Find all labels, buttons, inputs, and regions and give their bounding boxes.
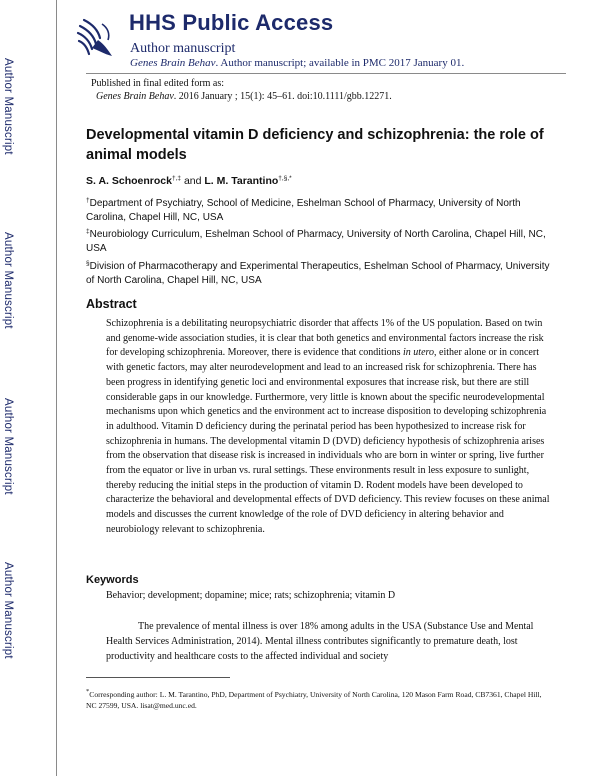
hhs-public-access-title: HHS Public Access — [129, 10, 334, 35]
abstract-italic: in utero — [403, 347, 435, 359]
abstract-part-1: Schizophrenia is a debilitating neuropsychiatric disorder that affects 1% of the US population. Based on twin and genome-wide association studies, it is clear that both genetics and environmental factors increase the risk for developing schizophrenia. Moreover, there is evidence that conditions — [106, 318, 544, 359]
side-label-author-manuscript-1: Author Manuscript — [2, 58, 14, 155]
affiliation-1-mark: † — [86, 197, 90, 204]
side-label-author-manuscript-4: Author Manuscript — [2, 562, 14, 659]
author-manuscript-label: Author manuscript — [130, 41, 236, 56]
footnote-mark: * — [86, 688, 90, 695]
affiliation-2-text: Neurobiology Curriculum, Eshelman School of Pharmacy, University of North Carolina, Chapel Hill, NC, USA — [86, 229, 546, 254]
journal-availability — [130, 57, 464, 69]
author-list — [86, 175, 292, 187]
affiliation-3 — [86, 257, 556, 287]
affiliation-3-text: Division of Pharmacotherapy and Experimental Therapeutics, Eshelman School of Pharmacy, University of North Carolina, Chapel Hill, NC, USA — [86, 261, 550, 286]
author-conjunction: and — [183, 175, 202, 187]
keywords-text: Behavior; development; dopamine; mice; rats; schizophrenia; vitamin D — [106, 590, 396, 601]
abstract-text — [106, 317, 552, 538]
abstract-part-2: , either alone or in concert with genetic factors, may alter neurodevelopment and lead to an increased risk for schizophrenia. There has been progress in identifying genetic loci and environmental exposures that increase risk, but there are still considerable gaps in our knowledge. Furthermore, very little is known about the specific neurodevelopmental mechanisms upon which genetics and the environment act to increase disposition to developing schizophrenia in adulthood. Vitamin D deficiency during the perinatal period has been hypothesized to increase risk for schizophrenia in humans. The developmental vitamin D (DVD) deficiency hypothesis of schizophrenia arises from the observation that disease risk is increased in individuals who are born in winter or spring, live further from the equator or live in urban vs. rural settings. These environments result in less exposure to sunlight, thereby reducing the initial steps in the production of vitamin D. Rodent models have been developed to characterize the behavioral and developmental effects of DVD deficiency. This review focuses on these animal models and discusses the current knowledge of the role of DVD deficiency in altering behavior and neurobiology relevant to schizophrenia. — [106, 347, 550, 535]
author-1-marks: †,‡ — [171, 175, 182, 182]
affiliation-2 — [86, 225, 556, 255]
affiliation-2-mark: ‡ — [86, 228, 90, 235]
citation — [96, 91, 392, 102]
citation-journal: Genes Brain Behav — [96, 91, 174, 102]
side-label-author-manuscript-3: Author Manuscript — [2, 398, 14, 495]
footnote-text: Corresponding author: L. M. Tarantino, PhD, Department of Psychiatry, University of North Carolina, 120 Mason Farm Road, CB7361, Chapel Hill, NC 27599, USA. lisat@med.unc.ed. — [86, 690, 542, 710]
margin-divider — [56, 0, 57, 776]
corresponding-author-footnote — [86, 686, 548, 711]
journal-name: Genes Brain Behav — [130, 57, 216, 69]
availability-text: . Author manuscript; available in PMC 2017 January 01. — [215, 57, 465, 69]
author-2-marks: †,§,* — [278, 175, 292, 182]
body-paragraph: The prevalence of mental illness is over 18% among adults in the USA (Substance Use and Mental Health Services Administration, 2014). Mental illness contributes significantly to premature death, lost productivity and healthcare costs to the affected individual and society — [106, 621, 534, 662]
hhs-eagle-logo-icon — [74, 14, 116, 60]
author-1: S. A. Schoenrock — [86, 175, 172, 187]
published-in-label: Published in final edited form as: — [91, 78, 225, 89]
article-title: Developmental vitamin D deficiency and schizophrenia: the role of animal models — [86, 127, 544, 163]
affiliation-1-text: Department of Psychiatry, School of Medicine, Eshelman School of Pharmacy, University of North Carolina, Chapel Hill, NC, USA — [86, 198, 521, 223]
keywords-heading: Keywords — [86, 574, 139, 586]
affiliation-3-mark: § — [86, 260, 90, 267]
footnote-divider — [86, 677, 230, 678]
abstract-heading: Abstract — [86, 297, 137, 311]
author-2: L. M. Tarantino — [204, 175, 279, 187]
header-divider — [86, 73, 566, 74]
citation-details: . 2016 January ; 15(1): 45–61. doi:10.1111/gbb.12271. — [173, 91, 392, 102]
affiliation-1 — [86, 194, 556, 224]
side-label-author-manuscript-2: Author Manuscript — [2, 232, 14, 329]
